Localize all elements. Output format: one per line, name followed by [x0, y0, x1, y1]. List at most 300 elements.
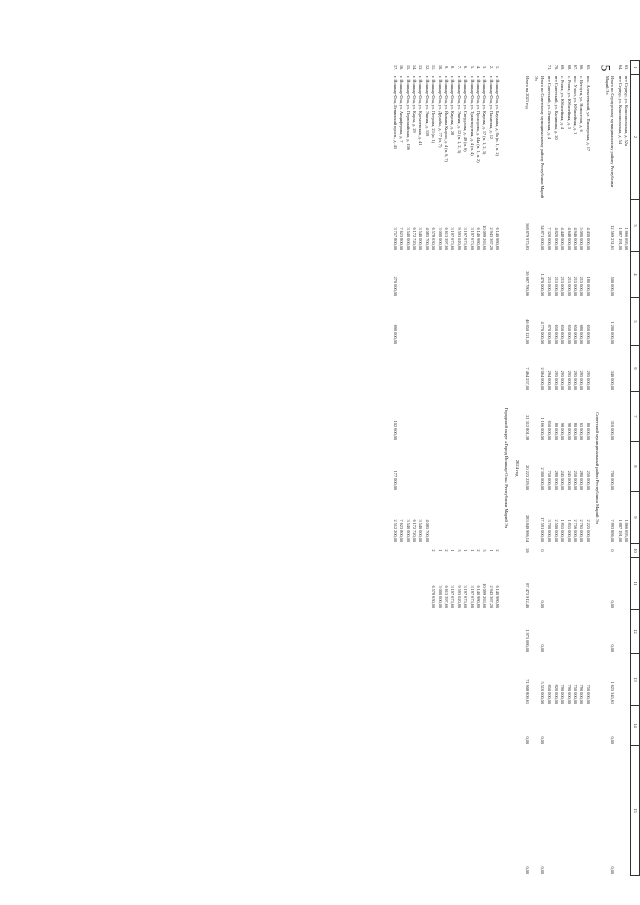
table-cell [398, 558, 404, 610]
table-cell [398, 392, 404, 442]
table-cell [405, 298, 411, 346]
table-cell [482, 610, 488, 654]
table-cell: 250 000,00 [573, 470, 579, 490]
table-cell: 294 000,00 [547, 370, 553, 390]
table-cell: 46 850 121,00 [525, 319, 531, 344]
table-cell [456, 654, 462, 706]
table-cell [617, 746, 623, 876]
table-cell: 3 540 000,00 [405, 519, 411, 542]
table-cell: 700 000,00 [610, 470, 616, 490]
table-cell: с. Ветлуги, ул. Новоселов, д. 6 [579, 76, 585, 132]
table-cell [437, 610, 443, 654]
table-row [585, 61, 591, 876]
table-cell: 3 197 673,60 [463, 227, 469, 250]
table-cell: 12. [424, 64, 430, 71]
table-row [462, 61, 468, 876]
table-row [411, 61, 417, 876]
table-cell [450, 298, 456, 346]
table-cell [566, 706, 572, 746]
table-cell: 0,00 [610, 736, 616, 744]
table-cell: 790 000,00 [566, 684, 572, 704]
table-cell [523, 61, 532, 75]
table-cell [398, 706, 404, 746]
table-cell: 2. [488, 65, 494, 70]
table-cell [418, 442, 424, 492]
table-cell [456, 346, 462, 392]
table-cell [443, 392, 449, 442]
table-cell: 2 [495, 549, 501, 552]
table-cell: Итого по Советскому муниципальному району Республики Марий Эл [534, 76, 545, 198]
table-cell: 1 [463, 549, 469, 552]
table-cell [547, 558, 553, 610]
table-cell: 98 000,00 [566, 422, 572, 440]
table-cell: 1 [488, 549, 494, 552]
table-cell [553, 558, 559, 610]
table-cell [437, 392, 443, 442]
table-cell: 245 000,00 [566, 470, 572, 490]
table-cell [494, 746, 500, 876]
table-cell [424, 706, 430, 746]
table-cell [450, 392, 456, 442]
table-cell: 4 430 000,00 [585, 227, 591, 250]
table-cell [450, 654, 456, 706]
table-cell: 500 000,00 [610, 276, 616, 296]
table-cell [443, 346, 449, 392]
table-cell [623, 252, 630, 298]
table-cell [392, 610, 398, 654]
table-cell: 1 625 345,61 [610, 681, 616, 704]
table-cell [475, 392, 481, 442]
table-cell: 70. [553, 64, 559, 71]
table-cell [572, 558, 578, 610]
table-row [579, 61, 585, 876]
table-cell: 3 700 000,00 [547, 519, 553, 542]
column-header: 9 [630, 492, 639, 544]
table-cell: 6 140 980,80 [475, 227, 481, 250]
table-cell [617, 654, 623, 706]
table-cell: 4 648 000,00 [566, 227, 572, 250]
table-cell [430, 746, 436, 876]
table-cell [482, 346, 488, 392]
table-cell: 0,00 [610, 600, 616, 608]
table-cell: 2 [431, 549, 437, 552]
table-cell [405, 746, 411, 876]
table-cell: 215 000,00 [560, 276, 566, 296]
table-cell: 63. [624, 64, 630, 71]
repair-program-table [392, 60, 640, 876]
table-cell: 250 000,00 [585, 470, 591, 490]
column-header: 8 [630, 442, 639, 492]
table-cell: г. Йошкар-Ола, ул. Йывана Кырли, д. 4 (п. 6, 7) [443, 76, 449, 162]
table-cell [475, 706, 481, 746]
table-cell: 6 140 980,80 [495, 227, 501, 250]
table-cell: 1 [450, 549, 456, 552]
table-row [475, 61, 481, 876]
table-cell: 3 540 000,00 [418, 227, 424, 250]
table-cell [462, 610, 468, 654]
table-cell: 3 757 800,00 [392, 227, 398, 250]
table-cell [566, 610, 572, 654]
table-cell [488, 492, 494, 544]
table-cell [482, 252, 488, 298]
table-cell: 270 000,00 [392, 276, 398, 296]
table-cell: г. Йошкар-Ола, ул. Анциферова, д. 7 [399, 76, 405, 143]
table-cell: 6 172 720,00 [412, 227, 417, 250]
table-cell [494, 654, 500, 706]
table-cell [579, 706, 585, 746]
table-row [617, 61, 623, 876]
table-cell: 11. [431, 64, 437, 71]
table-cell [585, 706, 591, 746]
table-cell: 650 000,00 [553, 324, 559, 344]
table-cell: 4 770 000,00 [539, 321, 545, 344]
table-cell [469, 252, 475, 298]
table-cell [437, 298, 443, 346]
table-cell [469, 654, 475, 706]
table-cell: 3 [482, 549, 488, 552]
table-cell [430, 442, 436, 492]
table-cell [398, 544, 404, 558]
table-cell [424, 544, 430, 558]
table-cell [547, 610, 553, 654]
table-cell [450, 746, 456, 876]
table-cell [437, 706, 443, 746]
table-row [559, 61, 565, 876]
table-cell: 0,00 [539, 866, 545, 874]
table-cell: 6 613 397,60 [443, 227, 449, 250]
table-cell: Итого на 2023 год [525, 76, 531, 109]
table-cell [566, 746, 572, 876]
table-cell [405, 392, 411, 442]
table-cell [494, 252, 500, 298]
table-cell: 69. [560, 64, 566, 71]
table-cell [623, 610, 630, 654]
table-cell [418, 298, 424, 346]
table-cell: г. Йошкар-Ола, ул. Палантая, д. 12 [488, 76, 494, 140]
table-cell [424, 654, 430, 706]
table-cell: 1 855 000,00 [560, 519, 566, 542]
table-cell [579, 544, 585, 558]
table-cell: 6. [463, 65, 469, 70]
table-cell [603, 61, 617, 75]
table-cell: 3 197 673,60 [450, 227, 456, 250]
table-cell [443, 492, 449, 544]
table-cell [623, 746, 630, 876]
section-heading: Городской округ «Город Йошкар-Ола» Республики Марий Эл [503, 407, 509, 529]
table-cell [559, 746, 565, 876]
table-cell: 310 000,00 [610, 420, 616, 440]
total-row [603, 61, 617, 876]
table-cell: 7 623 800,00 [399, 227, 405, 250]
table-cell [469, 392, 475, 442]
table-cell [482, 442, 488, 492]
table-cell: пос. Алексеевский, ул. Пионерская, д. 17 [585, 76, 591, 152]
table-cell [437, 442, 443, 492]
table-cell [411, 558, 417, 610]
table-cell: 0,00 [539, 736, 545, 744]
table-cell: 3 197 673,60 [463, 585, 469, 608]
table-cell [411, 252, 417, 298]
table-cell [617, 346, 623, 392]
table-cell: 5 090 000,00 [579, 227, 585, 250]
table-cell: 3 197 673,60 [450, 585, 456, 608]
table-cell [462, 298, 468, 346]
table-body [392, 61, 630, 876]
table-cell [494, 492, 500, 544]
table-row [437, 61, 443, 876]
table-cell [424, 610, 430, 654]
section-heading-row [501, 61, 512, 876]
table-cell: 20 223 229,00 [525, 465, 531, 490]
table-cell: 80 000,00 [573, 422, 579, 440]
table-cell [475, 442, 481, 492]
table-cell: 4. [475, 65, 481, 70]
table-cell: 21 312 801,38 [525, 415, 531, 440]
table-cell: 66. [579, 64, 585, 71]
table-cell [547, 746, 553, 876]
column-header: 4 [630, 252, 639, 298]
table-cell: 80 000,00 [553, 422, 559, 440]
table-cell [559, 544, 565, 558]
table-cell [494, 346, 500, 392]
table-cell [456, 610, 462, 654]
table-cell: пос. Учхоз, ул. Юбилейная, д. 1 [573, 76, 579, 135]
table-cell [405, 558, 411, 610]
table-cell: 6 140 980,80 [475, 585, 481, 608]
table-cell: 568 879 975,83 [525, 223, 531, 250]
table-cell: 295 000,00 [566, 370, 572, 390]
table-cell [617, 392, 623, 442]
table-cell [450, 346, 456, 392]
table-row [392, 61, 398, 876]
table-cell [475, 298, 481, 346]
table-cell [411, 544, 417, 558]
table-cell: 15. [405, 64, 411, 71]
table-cell [475, 492, 481, 544]
table-cell [411, 706, 417, 746]
table-cell [398, 746, 404, 876]
table-cell [579, 746, 585, 876]
table-cell [494, 610, 500, 654]
table-cell: 750 000,00 [585, 684, 591, 704]
table-row [398, 61, 404, 876]
table-row [566, 61, 572, 876]
table-cell: 5 510 000,00 [539, 681, 545, 704]
table-cell: пгт Советский, ул. Ленинская, д. 4 [547, 76, 553, 139]
table-cell [411, 298, 417, 346]
table-cell: 3. [482, 65, 488, 70]
table-cell [469, 442, 475, 492]
table-cell: 295 000,00 [579, 370, 585, 390]
table-cell: 68. [566, 64, 572, 71]
column-header: 12 [630, 610, 639, 654]
table-row [547, 61, 553, 876]
table-row [430, 61, 436, 876]
table-cell: 0,00 [610, 644, 616, 652]
table-cell [405, 610, 411, 654]
table-cell: 4 946 000,00 [573, 227, 579, 250]
table-cell [430, 392, 436, 442]
table-cell: г. Йошкар-Ола, ул. Кремлевская, д. 41 [418, 76, 424, 146]
table-cell: 13. [418, 64, 424, 71]
table-cell: г. Йошкар-Ола, ул. Дружбы, д. 77 (п. 7) [437, 76, 443, 148]
table-cell: 2 943 367,20 [488, 227, 494, 250]
table-cell: 2 [475, 549, 481, 552]
table-cell: 215 000,00 [579, 276, 585, 296]
table-cell [418, 558, 424, 610]
table-cell [547, 706, 553, 746]
table-row [418, 61, 424, 876]
table-row [488, 61, 494, 876]
table-cell [559, 706, 565, 746]
table-cell [559, 610, 565, 654]
table-cell [572, 610, 578, 654]
table-cell: 245 000,00 [560, 470, 566, 490]
table-cell: 10. [437, 64, 443, 71]
table-cell [462, 706, 468, 746]
table-cell [456, 706, 462, 746]
table-cell [623, 442, 630, 492]
table-cell: пгт Советский, ул. Калинина, д. 20 [553, 76, 559, 140]
table-cell: 0 [539, 549, 545, 552]
table-cell [617, 442, 623, 492]
table-cell: 1 200 000,00 [610, 321, 616, 344]
table-cell [398, 252, 404, 298]
table-cell: 215 000,00 [573, 276, 579, 296]
table-cell: 215 000,00 [553, 276, 559, 296]
table-cell [488, 654, 494, 706]
table-row [450, 61, 456, 876]
table-row [424, 61, 430, 876]
table-cell [405, 252, 411, 298]
table-cell [585, 544, 591, 558]
table-cell: 650 000,00 [566, 324, 572, 344]
table-cell [462, 492, 468, 544]
table-cell [623, 544, 630, 558]
table-cell: 9. [443, 65, 449, 70]
table-cell: 650 000,00 [560, 324, 566, 344]
table-cell: 1 887 191,00 [617, 227, 623, 250]
table-cell [424, 346, 430, 392]
table-cell: г. Йошкар-Ола, ул. Транспортная, д. 4 (п. 4) [469, 76, 475, 156]
table-cell [617, 610, 623, 654]
page-number: 5 [598, 64, 614, 72]
table-cell [405, 346, 411, 392]
column-header: 15 [630, 746, 639, 876]
table-cell: 3 197 673,60 [469, 585, 475, 608]
table-cell: 3 540 000,00 [405, 227, 411, 250]
table-cell: 180 000,00 [585, 276, 591, 296]
table-row [553, 61, 559, 876]
table-cell [469, 298, 475, 346]
section-heading: 2024 год [515, 459, 521, 477]
table-row [469, 61, 475, 876]
table-cell [418, 706, 424, 746]
table-cell: 0,00 [525, 866, 531, 874]
table-cell: 71. [547, 64, 553, 71]
table-cell [553, 706, 559, 746]
table-cell [623, 654, 630, 706]
table-cell: 6 578 630,00 [431, 227, 437, 250]
table-cell [411, 654, 417, 706]
table-cell: 65. [585, 64, 591, 71]
table-cell [623, 558, 630, 610]
table-cell [488, 706, 494, 746]
table-cell: 6 172 720,00 [412, 519, 417, 542]
table-cell [623, 298, 630, 346]
table-cell [469, 706, 475, 746]
table-cell: 4 085 700,00 [424, 519, 430, 542]
table-cell [494, 442, 500, 492]
table-cell [579, 610, 585, 654]
table-cell [475, 346, 481, 392]
table-cell [418, 346, 424, 392]
table-cell: 64. [617, 64, 623, 71]
table-cell [443, 706, 449, 746]
table-cell [437, 654, 443, 706]
table-cell: 7 464 257,00 [525, 367, 531, 390]
table-cell [392, 558, 398, 610]
table-cell [392, 346, 398, 392]
table-cell: 2 756 000,00 [573, 519, 579, 542]
table-cell [443, 298, 449, 346]
table-cell: 10 099 263,60 [482, 225, 488, 250]
table-cell: 2 765 000,00 [579, 519, 585, 542]
column-header: 7 [630, 392, 639, 442]
table-cell: 650 000,00 [573, 324, 579, 344]
table-cell: 2 225 000,00 [585, 519, 591, 542]
table-cell: 790 000,00 [560, 684, 566, 704]
table-cell: 3 540 000,00 [418, 519, 424, 542]
table-cell [405, 544, 411, 558]
table-cell [443, 252, 449, 298]
table-cell: 9 593 020,80 [456, 227, 462, 250]
table-cell [482, 706, 488, 746]
table-cell [418, 654, 424, 706]
column-header: 10 [630, 544, 639, 558]
table-cell [424, 298, 430, 346]
table-cell [488, 610, 494, 654]
table-cell [482, 746, 488, 876]
table-cell: 2 500 000,00 [553, 519, 559, 542]
table-cell: 3 000 000,00 [437, 585, 443, 608]
table-cell [411, 392, 417, 442]
table-cell [553, 746, 559, 876]
table-cell [405, 654, 411, 706]
table-cell: г. Йошкар-Ола, ул. Кирова, д. 17 (п. 1, 2, 3) [482, 76, 488, 155]
table-cell [392, 654, 398, 706]
table-cell: 102 600,00 [392, 420, 398, 440]
table-cell [418, 252, 424, 298]
table-cell [494, 392, 500, 442]
table-cell [418, 746, 424, 876]
table-cell [430, 298, 436, 346]
table-cell [462, 392, 468, 442]
table-cell: 3 197 673,60 [469, 227, 475, 250]
table-cell: 870 000,00 [547, 324, 553, 344]
table-cell: 280 000,00 [553, 470, 559, 490]
table-cell: 1 887 191,00 [617, 519, 623, 542]
table-cell [411, 746, 417, 876]
table-cell: 7 893 886,00 [610, 519, 616, 542]
table-cell: 7. [456, 65, 462, 70]
table-cell [482, 654, 488, 706]
table-cell: 1 [437, 549, 443, 552]
table-cell [456, 298, 462, 346]
table-cell [443, 654, 449, 706]
table-cell [443, 746, 449, 876]
table-cell [418, 544, 424, 558]
